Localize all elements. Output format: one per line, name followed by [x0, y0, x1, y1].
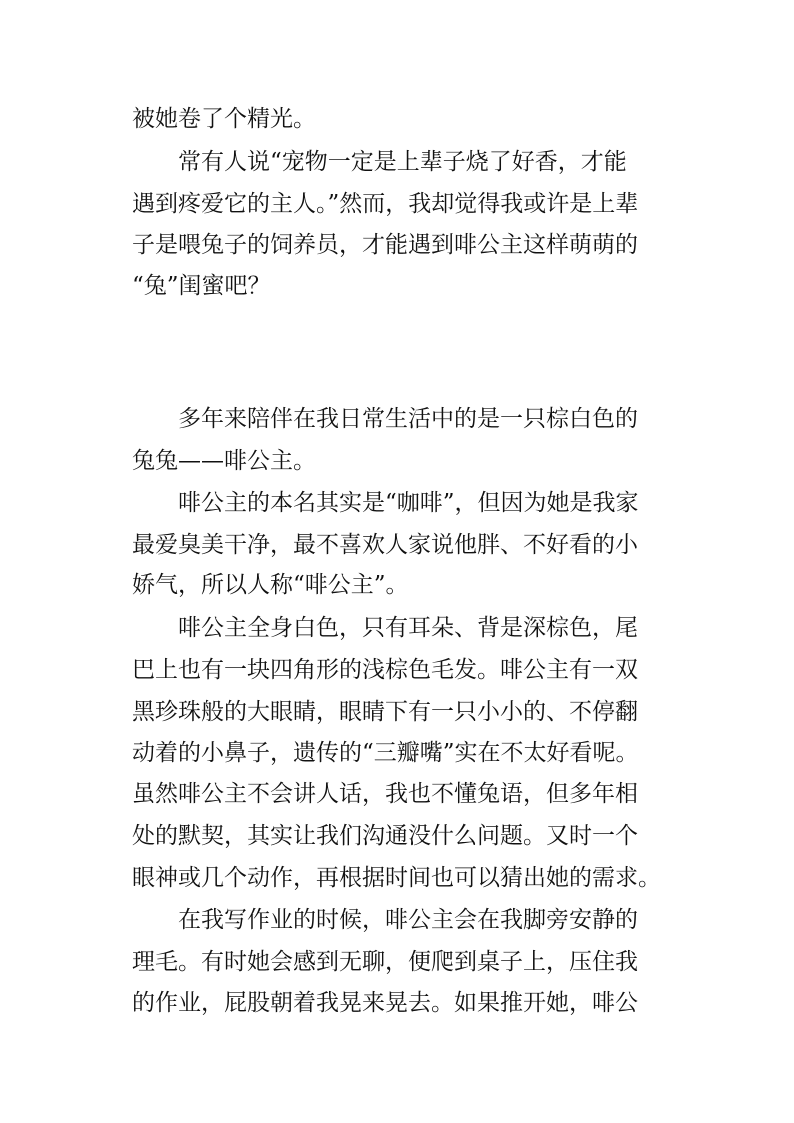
text-line: 黑珍珠般的大眼睛，眼睛下有一只小小的、不停翻 [132, 699, 638, 725]
text-line: 子是喂兔子的饲养员，才能遇到啡公主这样萌萌的 [132, 232, 638, 258]
text-line: “兔”闺蜜吧？ [132, 273, 271, 299]
text-line: 啡公主全身白色，只有耳朵、背是深棕色，尾 [178, 615, 638, 641]
text-line: 娇气，所以人称“啡公主”。 [132, 572, 409, 598]
text-line: 兔兔——啡公主。 [132, 448, 316, 474]
text-line: 遇到疼爱它的主人。”然而，我却觉得我或许是上辈 [132, 191, 639, 217]
text-line: 被她卷了个精光。 [132, 106, 316, 132]
text-line: 巴上也有一块四角形的浅棕色毛发。啡公主有一双 [132, 657, 638, 683]
text-line: 的作业，屁股朝着我晃来晃去。如果推开她，啡公 [132, 990, 638, 1016]
text-line: 多年来陪伴在我日常生活中的是一只棕白色的 [178, 406, 638, 432]
text-line: 最爱臭美干净，最不喜欢人家说他胖、不好看的小 [132, 532, 638, 558]
text-line: 理毛。有时她会感到无聊，便爬到桌子上，压住我 [132, 949, 638, 975]
text-line: 动着的小鼻子，遗传的“三瓣嘴”实在不太好看呢。 [132, 740, 639, 766]
text-line: 处的默契，其实让我们沟通没什么问题。又时一个 [132, 823, 638, 849]
text-line: 眼神或几个动作，再根据时间也可以猜出她的需求。 [132, 865, 661, 891]
text-line: 虽然啡公主不会讲人话，我也不懂兔语，但多年相 [132, 781, 638, 807]
text-line: 在我写作业的时候，啡公主会在我脚旁安静的 [178, 907, 638, 933]
text-line: 常有人说“宠物一定是上辈子烧了好香，才能 [178, 149, 627, 175]
text-line: 啡公主的本名其实是“咖啡”，但因为她是我家 [178, 490, 639, 516]
